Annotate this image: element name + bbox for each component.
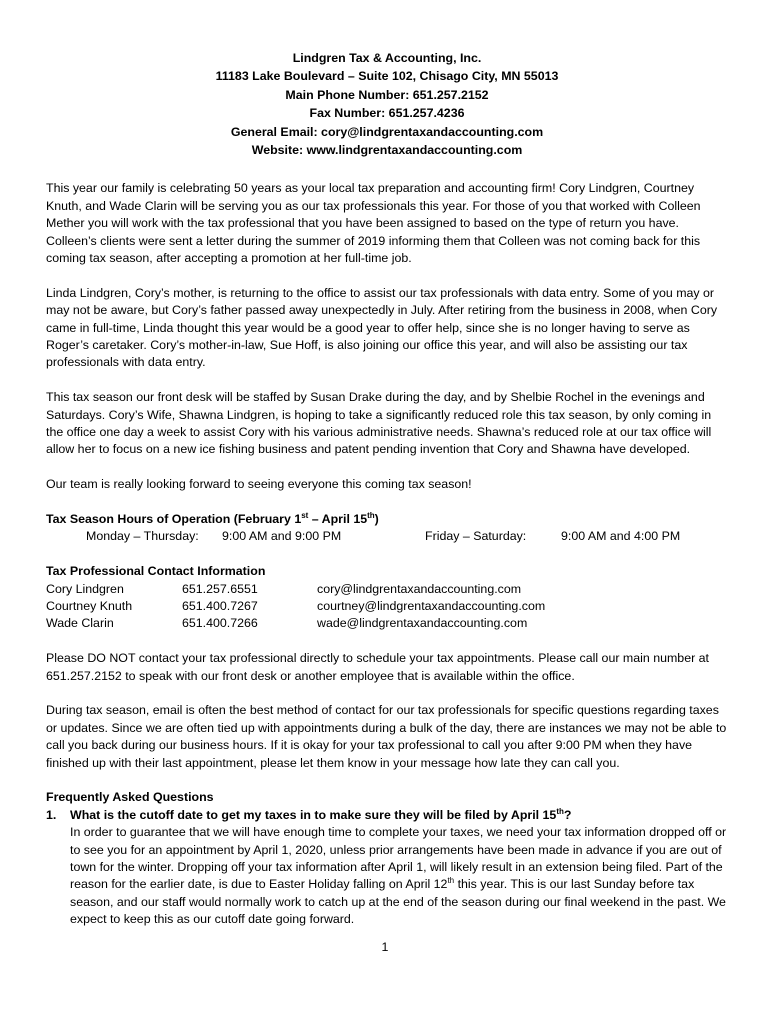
weekday-label: Monday – Thursday: [86,529,199,544]
contact-name: Courtney Knuth [46,598,133,613]
faq-heading: Frequently Asked Questions [46,790,214,805]
weekday-time: 9:00 AM and 9:00 PM [222,529,342,544]
weekend-label: Friday – Saturday: [425,529,527,544]
contact-phone: 651.400.7266 [182,616,258,631]
contact-name: Wade Clarin [46,616,114,631]
contact-phone: 651.400.7267 [182,598,258,613]
contact-row [46,615,728,632]
letter-page [46,50,728,929]
website: Website: www.lindgrentaxandaccounting.com [251,142,523,157]
contact-email[interactable]: cory@lindgrentaxandaccounting.com [317,581,522,596]
faq-section [46,789,728,928]
faq-item [46,807,728,929]
contact-heading: Tax Professional Contact Information [46,564,266,579]
faq-question: What is the cutoff date to get my taxes in to make sure they will be filed by April 15th? [70,806,572,822]
front-desk-paragraph: This tax season our front desk will be staffed by Susan Drake during the day, and by Shelbie Rochel in the evenings and Saturdays. Cory’s Wife, Shawna Lindgren, is hoping to take a significantly reduced role this tax season, by only coming in the office one day a week to assist Cory with his various administrative needs. Shawna’s reduced role at our tax office will allow her to focus on a new ice fishing business and patent pending invention that Cory and Shawna have developed. [46,390,712,457]
main-phone: Main Phone Number: 651.257.2152 [285,87,489,102]
hours-section [46,511,728,546]
hours-row [46,528,728,545]
team-paragraph: Our team is really looking forward to seeing everyone this coming tax season! [46,477,472,492]
faq-answer: In order to guarantee that we will have enough time to complete your taxes, we need your tax information dropped off or to see you for an appointment by April 1, 2020, unless prior arrangements have been made in advance if you are out of town for the winter. Dropping off your tax information after April 1, will likely result in an extension being filed. Part of the reason for the earlier date, is due to Easter Holiday falling on April 12th this year. This is our last Sunday before tax season, and our staff would normally work to catch up at the end of the season during our final weekend in the past. We expect to keep this as our cutoff date going forward. [70,825,727,927]
company-name: Lindgren Tax & Accounting, Inc. [292,51,482,65]
hours-heading: Tax Season Hours of Operation (February 1st – April 15th) [46,511,379,526]
faq-number: 1. [46,807,57,822]
do-not-contact-paragraph: Please DO NOT contact your tax professional directly to schedule your tax appointments. Please call our main number at 651.257.2152 to speak with our front desk or another employee that is available within the office. [46,651,709,683]
intro-paragraph: This year our family is celebrating 50 years as your local tax preparation and accounting firm! Cory Lindgren, Courtney Knuth, and Wade Clarin will be serving you as our tax professionals this year. For those of you that worked with Colleen Mether you will work with the tax professional that you have been assigned to based on the type of return you have. Colleen’s clients were sent a letter during the summer of 2019 informing them that Colleen was not coming back for this coming tax season, after accepting a promotion at her full-time job. [46,181,701,265]
weekend-time: 9:00 AM and 4:00 PM [561,529,681,544]
linda-paragraph: Linda Lindgren, Cory’s mother, is returning to the office to assist our tax professionals with data entry. Some of you may or may not be aware, but Cory’s father passed away unexpectedly in July. After retiring from the business in 2008, when Cory came in full-time, Linda thought this year would be a good year to offer help, since she is no longer having to serve as Roger’s caretaker. Cory’s mother-in-law, Sue Hoff, is also joining our office this year, and will also be assisting our tax professionals with data entry. [46,285,718,370]
contact-phone: 651.257.6551 [182,581,258,596]
fax-number: Fax Number: 651.257.4236 [309,106,465,121]
contact-email[interactable]: wade@lindgrentaxandaccounting.com [317,616,528,631]
contact-row [46,581,728,598]
company-address: 11183 Lake Boulevard – Suite 102, Chisago City, MN 55013 [215,69,559,84]
contact-section [46,563,728,633]
contact-name: Cory Lindgren [46,581,124,596]
letterhead [46,50,728,160]
email-note-paragraph: During tax season, email is often the best method of contact for our tax professionals for specific questions regarding taxes or updates. Since we are often tied up with appointments during a bulk of the day, there are instances we may not be able to call you back during our business hours. If it is okay for your tax professional to call you after 9:00 PM when they have finished up with their last appointment, please let them know in your message how late they can call you. [46,703,727,770]
general-email: General Email: cory@lindgrentaxandaccounting.com [230,124,544,139]
page-number: 1 [381,940,389,954]
contact-email[interactable]: courtney@lindgrentaxandaccounting.com [317,598,546,613]
contact-row [46,598,728,615]
